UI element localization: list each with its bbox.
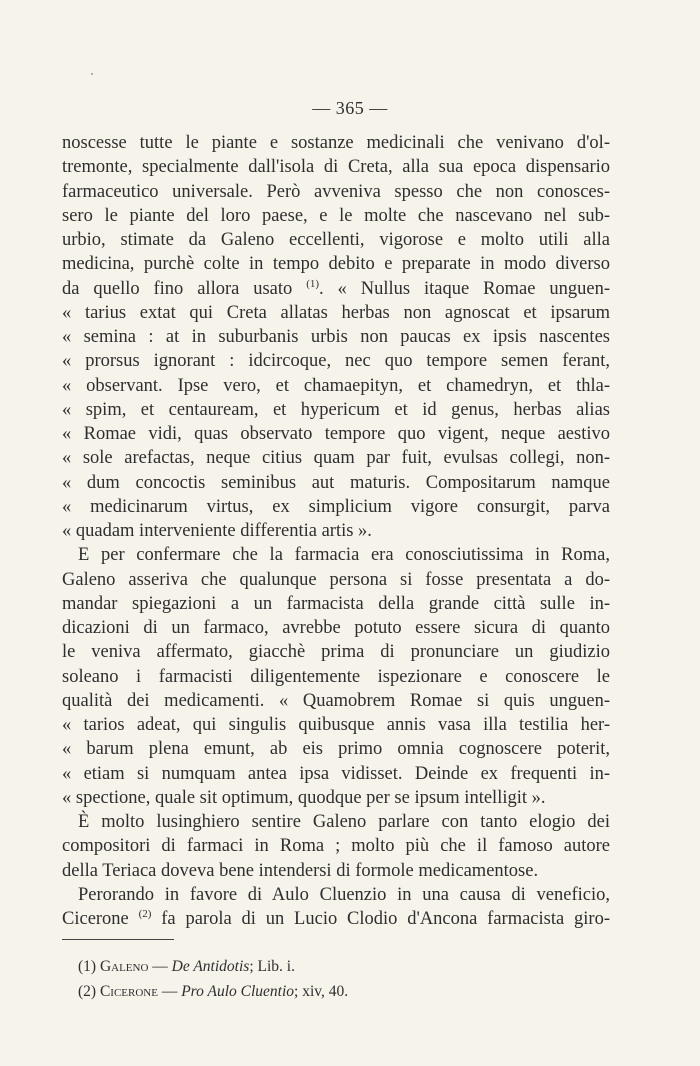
text-line: medicina, purchè colte in tempo debito e preparate in modo diverso: [62, 254, 610, 275]
text-line: « dum concoctis seminibus aut maturis. Compositarum namque: [62, 472, 610, 493]
text-line: « prorsus ignorant : idcircoque, nec quo tempore semen ferant,: [62, 351, 610, 372]
text-line-with-footnote-ref: [62, 277, 610, 301]
footnotes: [78, 954, 608, 1004]
footnote-dash: —: [161, 983, 178, 1000]
footnote-rest: ; xiv, 40.: [294, 983, 349, 1000]
text-line: « observant. Ipse vero, et chamaepityn, et chamedryn, et thla-: [62, 375, 610, 396]
text-line: « medicinarum virtus, ex simplicium vigore consurgit, parva: [62, 496, 610, 517]
text-line: « tarios adeat, qui singulis quibusque annis vasa illa testilia her-: [62, 715, 610, 735]
text-line: farmaceutico universale. Però avveniva spesso che non conosces-: [62, 181, 610, 202]
footnote-separator: [62, 939, 174, 940]
text-line: « quadam interveniente differentia artis ».: [62, 521, 372, 541]
text-line: « semina : at in suburbanis urbis non paucas ex ipsis nascentes: [62, 327, 610, 347]
footnote-ref-2: (2): [138, 908, 152, 920]
text-line: « etiam si numquam antea ipsa vidisset. Deinde ex frequenti in-: [62, 763, 610, 784]
footnote-rest: ; Lib. i.: [249, 958, 295, 975]
text-line: compositori di farmaci in Roma ; molto più che il famoso autore: [62, 836, 610, 857]
text-line: le veniva affermato, giacchè prima di pronunciare un giudizio: [62, 642, 610, 663]
footnote-title: De Antidotis: [171, 958, 250, 975]
text-line: « sole arefactas, neque citius quam par fuit, evulsas collegi, non-: [62, 448, 610, 469]
text-line: « spectione, quale sit optimum, quodque per se ipsum intelligit ».: [62, 787, 546, 808]
text-line: È molto lusinghiero sentire Galeno parlare con tanto elogio dei: [78, 812, 610, 832]
text-line: soleano i farmacisti diligentemente ispezionare e conoscere le: [62, 666, 610, 687]
text-line: mandar spiegazioni a un farmacista della grande città sulle in-: [62, 593, 610, 614]
footnote-ref-1: (1): [306, 277, 320, 290]
text-line: qualità dei medicamenti. « Quamobrem Romae si quis unguen-: [62, 690, 610, 711]
text-line: Perorando in favore di Aulo Cluenzio in una causa di veneficio,: [78, 884, 610, 905]
text-line: tremonte, specialmente dall'isola di Creta, alla sua epoca dispensario: [62, 157, 610, 178]
footnote-number: (2): [78, 983, 97, 1000]
footnote-dash: —: [152, 958, 168, 975]
text-line: « tarius extat qui Creta allatas herbas non agnoscat et ipsarum: [62, 302, 610, 323]
body-text: [62, 131, 610, 931]
text-fragment: . « Nullus itaque Romae unguen-: [319, 278, 610, 299]
page-number: — 365 —: [312, 98, 388, 118]
footnote-title: Pro Aulo Cluentio: [181, 983, 295, 1000]
paper-speck: [91, 73, 93, 75]
footnote-2: [78, 979, 608, 1004]
footnote-author: Cicerone: [99, 983, 158, 1000]
text-fragment: da quello fino allora usato: [62, 278, 293, 299]
text-line: sero le piante del loro paese, e le molte che nascevano nel sub-: [62, 205, 610, 226]
text-fragment: fa parola di un Lucio Clodio d'Ancona farmacista giro-: [161, 909, 610, 929]
text-line: « Romae vidi, quas observato tempore quo vigent, neque aestivo: [62, 424, 610, 444]
text-line: noscesse tutte le piante e sostanze medicinali che venivano d'ol-: [62, 133, 610, 153]
text-line: dicazioni di un farmaco, avrebbe potuto essere sicura di quanto: [62, 618, 610, 638]
text-line: Galeno asseriva che qualunque persona si fosse presentata a do-: [62, 569, 610, 590]
text-line-with-footnote-ref: [62, 907, 610, 931]
footnote-1: [78, 954, 608, 979]
footnote-number: (1): [78, 958, 97, 975]
text-line: urbio, stimate da Galeno eccellenti, vigorose e molto utili alla: [62, 230, 610, 250]
text-line: « barum plena emunt, ab eis primo omnia cognoscere poterit,: [62, 739, 610, 760]
footnote-author: Galeno: [99, 958, 149, 975]
text-line: E per confermare che la farmacia era conosciutissima in Roma,: [78, 545, 610, 566]
text-line: della Teriaca doveva bene intendersi di formole medicamentose.: [62, 860, 539, 881]
text-fragment: Cicerone: [62, 909, 129, 929]
text-line: « spim, et centauream, et hypericum et id genus, herbas alias: [62, 399, 610, 420]
